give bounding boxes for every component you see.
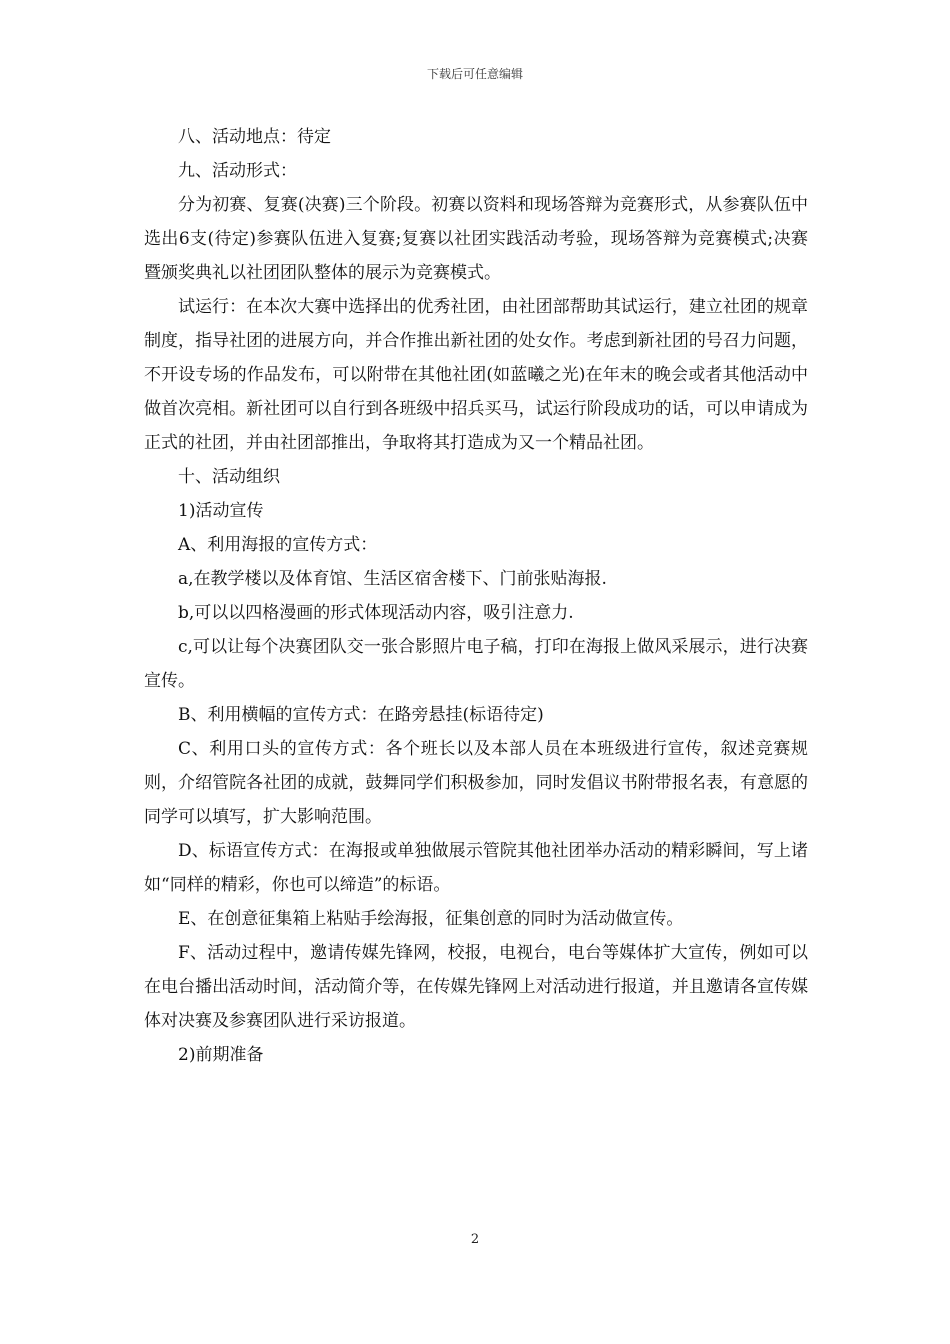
paragraph-media: F、活动过程中，邀请传媒先锋网，校报，电视台，电台等媒体扩大宣传，例如可以在电台播出活动时间，活动简介等，在传媒先锋网上对活动进行报道，并且邀请各宣传媒体对决赛及参赛团队进行采访报道。: [144, 943, 808, 1031]
paragraph-idea-box: E、在创意征集箱上粘贴手绘海报，征集创意的同时为活动做宣传。: [178, 909, 684, 929]
paragraph-stages: 分为初赛、复赛(决赛)三个阶段。初赛以资料和现场答辩为竞赛形式，从参赛队伍中选出6支(待定)参赛队伍进入复赛;复赛以社团实践活动考验，现场答辩为竞赛模式;决赛暨颁奖典礼以社团团队整体的展示为竞赛模式。: [144, 195, 808, 283]
paragraph-trial-run: 试运行：在本次大赛中选择出的优秀社团，由社团部帮助其试运行，建立社团的规章制度，指导社团的进展方向，并合作推出新社团的处女作。考虑到新社团的号召力问题，不开设专场的作品发布，可以附带在其他社团(如蓝曦之光)在年末的晚会或者其他活动中做首次亮相。新社团可以自行到各班级中招兵买马，试运行阶段成功的话，可以申请成为正式的社团，并由社团部推出，争取将其打造成为又一个精品社团。: [144, 297, 808, 453]
paragraph-poster-a: a,在教学楼以及体育馆、生活区宿舍楼下、门前张贴海报.: [178, 569, 607, 589]
paragraph-poster-b: b,可以以四格漫画的形式体现活动内容，吸引注意力.: [178, 603, 574, 623]
paragraph-poster-method: A、利用海报的宣传方式：: [178, 535, 378, 555]
paragraph-slogan-method: D、标语宣传方式：在海报或单独做展示管院其他社团举办活动的精彩瞬间，写上诸如“同样的精彩，你也可以缔造”的标语。: [144, 841, 808, 895]
paragraph-banner-method: B、利用横幅的宣传方式：在路旁悬挂(标语待定): [178, 705, 544, 725]
paragraph-organization-heading: 十、活动组织: [178, 467, 280, 487]
document-body: [144, 120, 808, 1072]
paragraph-oral-method: C、利用口头的宣传方式：各个班长以及本部人员在本班级进行宣传，叙述竞赛规则，介绍管院各社团的成就，鼓舞同学们积极参加，同时发倡议书附带报名表，有意愿的同学可以填写，扩大影响范围。: [144, 739, 808, 827]
paragraph-preparation-heading: 2)前期准备: [178, 1045, 264, 1065]
page-number: 2: [470, 1232, 480, 1247]
page-header: 下载后可任意编辑: [426, 67, 523, 81]
paragraph-poster-c: c,可以让每个决赛团队交一张合影照片电子稿，打印在海报上做风采展示，进行决赛宣传。: [144, 637, 808, 691]
paragraph-location: 八、活动地点：待定: [178, 127, 331, 147]
paragraph-format-heading: 九、活动形式：: [178, 161, 297, 181]
paragraph-publicity-heading: 1)活动宣传: [178, 501, 264, 521]
